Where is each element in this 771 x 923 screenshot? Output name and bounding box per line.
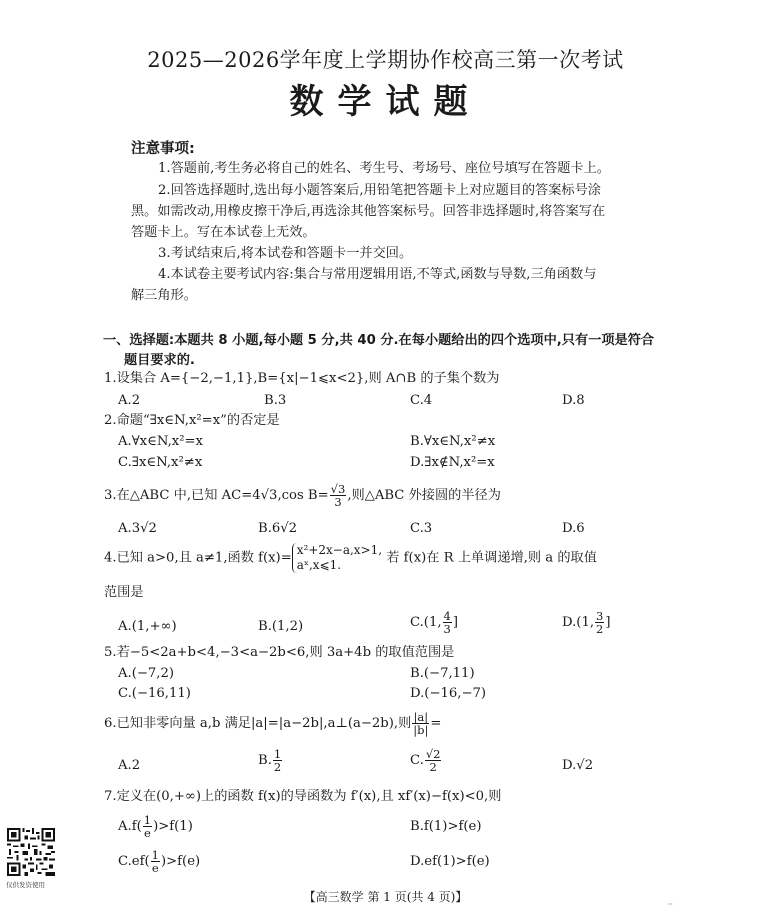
q4-option-b: B.(1,2) — [258, 619, 304, 634]
q2-option-c: C.∃x∈N,x²≠x — [118, 455, 203, 470]
q4-stem-start: 4.已知 a>0,且 a≠1,函数 f(x)= — [104, 550, 292, 566]
q4-d-suffix: ] — [605, 615, 611, 630]
q4-c-suffix: ] — [452, 615, 459, 630]
q4-stem-end: 若 f(x)在 R 上单调递增,则 a 的取值 — [386, 550, 597, 566]
q7-c-suffix: )>f(e) — [160, 854, 201, 869]
q6-b-numerator: 1 — [273, 747, 282, 761]
q3-option-b: B.6√2 — [258, 521, 298, 536]
qr-caption: 仅供发资使用 — [6, 881, 45, 889]
q7-option-a — [118, 814, 193, 839]
question-3-stem — [104, 483, 501, 508]
question-4-stem — [104, 543, 597, 573]
section-heading: 一、选择题:本题共 8 小题,每小题 5 分,共 40 分.在每小题给出的四个选项中,只有一项是符合 — [103, 333, 655, 348]
q2-option-b: B.∀x∈N,x²≠x — [410, 434, 496, 449]
q6-fraction — [412, 711, 429, 736]
q4-c-denominator: 3 — [443, 622, 451, 636]
q4-c-numerator: 4 — [443, 609, 451, 623]
q6-option-d: D.√2 — [562, 758, 594, 773]
page-footer: 【高三数学 第 1 页(共 4 页)】 — [303, 890, 468, 904]
q4-option-a: A.(1,+∞) — [118, 619, 177, 634]
question-7-stem: 7.定义在(0,+∞)上的函数 f(x)的导函数为 f′(x),且 xf′(x)−f(x)<0,则 — [104, 789, 502, 804]
q4-option-c — [410, 610, 458, 635]
q6-stem-start: 6.已知非零向量 a,b 满足|a|=|a−2b|,a⊥(a−2b),则 — [104, 716, 412, 731]
q6-c-denominator: 2 — [429, 760, 437, 774]
q3-stem-end: ,则△ABC 外接圆的半径为 — [347, 488, 501, 503]
notice-line: 4.本试卷主要考试内容:集合与常用逻辑用语,不等式,函数与导数,三角函数与 — [158, 267, 597, 282]
q4-d-denominator: 2 — [596, 622, 604, 636]
q7-c-denominator: e — [151, 861, 159, 875]
q6-b-fraction — [273, 748, 282, 773]
q2-option-a: A.∀x∈N,x²=x — [118, 434, 203, 449]
q5-option-a: A.(−7,2) — [118, 666, 175, 681]
q6-c-prefix: C. — [410, 753, 424, 768]
question-2-stem: 2.命题“∃x∈N,x²=x”的否定是 — [104, 413, 280, 428]
q4-piecewise — [292, 543, 382, 573]
q7-a-numerator: 1 — [143, 813, 152, 827]
notice-line: 3.考试结束后,将本试卷和答题卡一并交回。 — [158, 246, 413, 261]
q7-option-c — [118, 849, 200, 874]
q4-stem-line2: 范围是 — [104, 585, 144, 600]
q6-denominator: |b| — [413, 723, 429, 737]
q2-option-d: D.∃x∉N,x²=x — [410, 455, 495, 470]
q1-option-a: A.2 — [118, 393, 141, 408]
q6-b-denominator: 2 — [273, 760, 282, 774]
q1-option-d: D.8 — [562, 393, 585, 408]
q4-c-prefix: C.(1, — [410, 615, 442, 630]
qr-code-icon — [7, 828, 55, 876]
q4-d-numerator: 3 — [596, 609, 604, 623]
notice-heading: 注意事项: — [131, 141, 195, 157]
notice-line: 黑。如需改动,用橡皮擦干净后,再选涂其他答案标号。回答非选择题时,将答案写在 — [131, 204, 606, 219]
q6-b-prefix: B. — [258, 753, 272, 768]
q7-c-fraction — [151, 849, 160, 874]
q7-a-denominator: e — [144, 826, 151, 840]
q1-option-b: B.3 — [264, 393, 287, 408]
q4-d-fraction — [595, 610, 604, 635]
q7-option-d: D.ef(1)>f(e) — [410, 854, 490, 869]
q5-option-d: D.(−16,−7) — [410, 686, 487, 701]
corner-mark: ·· — [668, 900, 674, 909]
q6-c-fraction — [425, 748, 442, 773]
q3-option-c: C.3 — [410, 521, 433, 536]
notice-line: 解三角形。 — [131, 288, 197, 303]
q7-c-prefix: C.ef( — [118, 854, 150, 869]
q7-a-fraction — [143, 814, 152, 839]
q1-option-c: C.4 — [410, 393, 433, 408]
section-heading-cont: 题目要求的. — [124, 353, 195, 368]
q3-denominator: 3 — [334, 495, 342, 509]
q3-fraction — [330, 483, 347, 508]
question-6-stem — [104, 711, 441, 736]
notice-line: 答题卡上。写在本试卷上无效。 — [131, 225, 316, 240]
q4-case-1: x²+2x−a,x>1, — [296, 543, 383, 557]
question-1-stem: 1.设集合 A={−2,−1,1},B={x|−1⩽x<2},则 A∩B 的子集个数为 — [104, 371, 500, 386]
q6-c-numerator: √2 — [425, 747, 441, 761]
q7-c-numerator: 1 — [151, 848, 159, 862]
q3-option-d: D.6 — [562, 521, 585, 536]
q5-option-b: B.(−7,11) — [410, 666, 475, 681]
question-5-stem: 5.若−5<2a+b<4,−3<a−2b<6,则 3a+4b 的取值范围是 — [104, 645, 455, 660]
q6-option-a: A.2 — [118, 758, 141, 773]
notice-line: 2.回答选择题时,选出每小题答案后,用铅笔把答题卡上对应题目的答案标号涂 — [158, 183, 601, 198]
q6-option-b — [258, 748, 283, 773]
q3-option-a: A.3√2 — [118, 521, 157, 536]
exam-title: 2025—2026学年度上学期协作校高三第一次考试 — [147, 48, 624, 72]
q4-d-prefix: D.(1, — [562, 615, 595, 630]
q6-stem-end: = — [430, 716, 442, 731]
subject-title: 数学试题 — [289, 82, 482, 122]
q3-stem-start: 3.在△ABC 中,已知 AC=4√3,cos B= — [104, 488, 329, 503]
q6-option-c — [410, 748, 442, 773]
q5-option-c: C.(−16,11) — [118, 686, 191, 701]
notice-line: 1.答题前,考生务必将自己的姓名、考生号、考场号、座位号填写在答题卡上。 — [158, 161, 610, 176]
q7-option-b: B.f(1)>f(e) — [410, 819, 482, 834]
q7-a-suffix: )>f(1) — [153, 819, 193, 834]
q3-numerator: √3 — [330, 482, 346, 496]
q4-option-d — [562, 610, 611, 635]
q6-numerator: |a| — [413, 710, 429, 724]
q4-case-2: aˣ,x⩽1. — [296, 558, 342, 572]
q7-a-prefix: A.f( — [118, 819, 142, 834]
q4-c-fraction — [443, 610, 452, 635]
